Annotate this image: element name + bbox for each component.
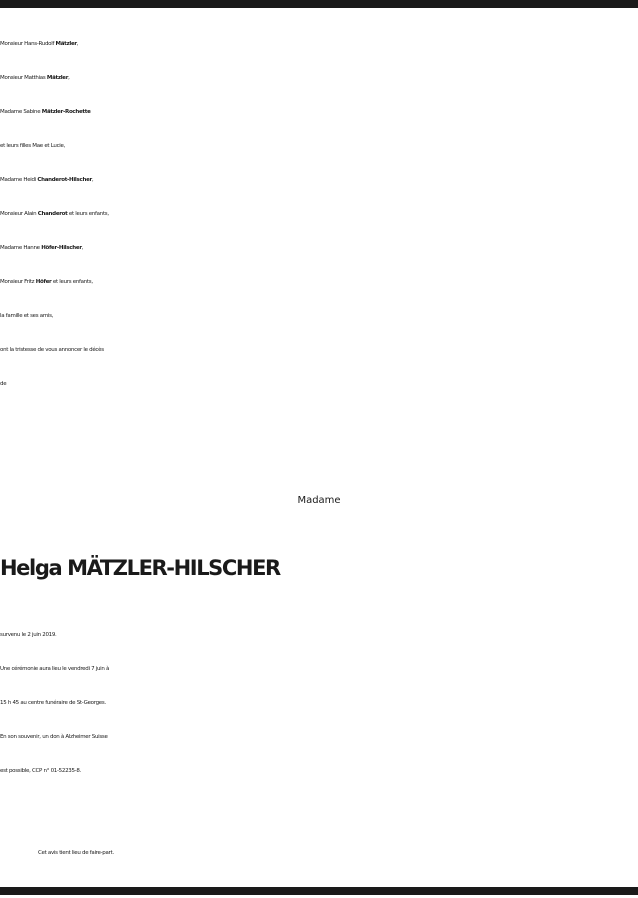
family-line-tail: , [68, 75, 70, 81]
family-line [0, 231, 638, 265]
family-line-text: Monsieur Fritz [0, 279, 36, 285]
bottom-border-rule [0, 887, 638, 895]
family-line-tail: , [81, 245, 84, 251]
family-line-tail: , [91, 177, 94, 183]
family-surname: Mätzler-Rochette [41, 109, 91, 115]
family-line-text: Madame Heidi [0, 177, 38, 183]
family-line [0, 197, 638, 231]
details-line: survenu le 2 juin 2019. [0, 632, 57, 638]
family-line-tail: et leurs enfants, [67, 211, 109, 217]
family-line-text: et leurs filles Mae et Lucie, [0, 143, 66, 149]
family-line-text: Monsieur Hans-Rudolf [0, 41, 56, 47]
family-line-text: Monsieur Matthias [0, 75, 47, 81]
deceased-title: Madame [297, 495, 341, 506]
family-line-tail: et leurs enfants, [51, 279, 93, 285]
details-line: est possible, CCP n° 01-52235-8. [0, 768, 82, 774]
family-line [0, 265, 638, 299]
details-line: 15 h 45 au centre funéraire de St-Georges. [0, 700, 106, 706]
family-line-text: de [0, 381, 7, 387]
family-surname: Mätzler [55, 41, 77, 47]
family-line [0, 61, 638, 95]
family-surname: Höfer [35, 279, 52, 285]
family-surname: Höfer-Hilscher [41, 245, 82, 251]
family-line-text: Madame Hanne [0, 245, 42, 251]
top-border-rule [0, 0, 638, 8]
family-surname: Chanderot [37, 211, 68, 217]
family-line-text: la famille et ses amis, [0, 313, 54, 319]
family-line-text: Monsieur Alain [0, 211, 38, 217]
family-surname: Mätzler [46, 75, 69, 81]
family-surname: Chanderot-Hilscher [37, 177, 92, 183]
details-text [0, 618, 638, 788]
family-list [0, 27, 638, 401]
family-line [0, 333, 638, 367]
family-line [0, 95, 638, 129]
family-line-text: ont la tristesse de vous annoncer le décès [0, 347, 104, 353]
family-line [0, 163, 638, 197]
closing-note: Cet avis tient lieu de faire-part. [38, 850, 114, 856]
family-line [0, 299, 638, 333]
details-line: Une cérémonie aura lieu le vendredi 7 juin à [0, 666, 110, 672]
family-line [0, 27, 638, 61]
family-line-tail: , [76, 41, 79, 47]
family-line [0, 367, 638, 401]
family-line [0, 129, 638, 163]
family-line-text: Madame Sabine [0, 109, 42, 115]
deceased-name: Helga MÄTZLER-HILSCHER [0, 556, 280, 580]
details-line: En son souvenir, un don à Alzheimer Suisse [0, 734, 108, 740]
